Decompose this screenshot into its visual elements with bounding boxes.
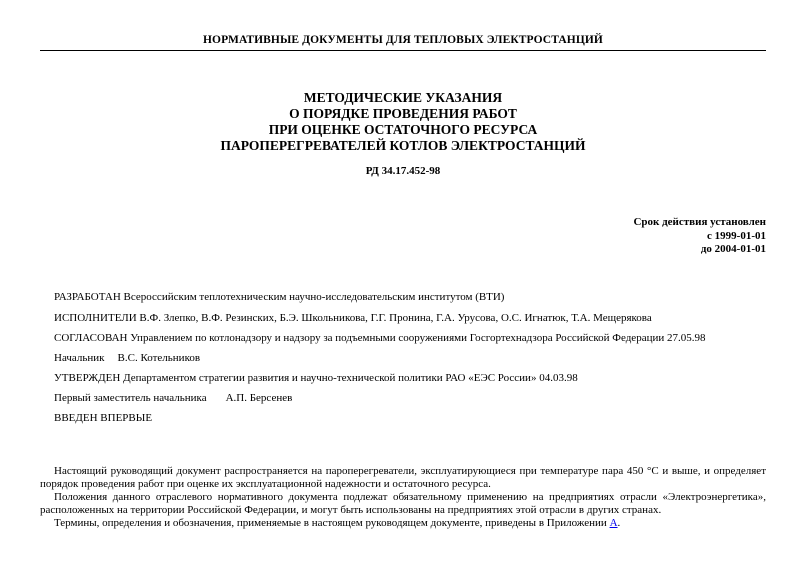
developed-line: РАЗРАБОТАН Всероссийским теплотехническим научно-исследовательским институтом (ВТИ) [54,291,505,303]
validity-block [633,216,766,257]
chief-title: Начальник [54,352,105,364]
paragraph-3 [40,517,766,530]
deputy-name: А.П. Берсенев [225,392,293,404]
header-divider [40,50,766,51]
paragraph-1: Настоящий руководящий документ распространяется на пароперегреватели, эксплуатирующиеся при температуре пара 450 °С и выше, и определяет порядок проведения работ при оценке их эксплуатационной надежности и остаточного ресурса. [40,465,766,490]
validity-to: до 2004-01-01 [700,243,766,255]
title-line-1: МЕТОДИЧЕСКИЕ УКАЗАНИЯ [303,90,503,105]
chief-line [54,352,200,364]
agreed-line: СОГЛАСОВАН Управлением по котлонадзору и надзору за подъемными сооружениями Госгортехнадзора Российской Федерации 27.05.98 [54,332,706,344]
document-body [40,465,766,530]
approved-line: УТВЕРЖДЕН Департаментом стратегии развития и научно-технической политики РАО «ЕЭС России» 04.03.98 [54,372,578,384]
paragraph-3-end: . [617,517,621,529]
title-line-4: ПАРОПЕРЕГРЕВАТЕЛЕЙ КОТЛОВ ЭЛЕКТРОСТАНЦИЙ [220,138,586,153]
executors-line: ИСПОЛНИТЕЛИ В.Ф. Злепко, В.Ф. Резинских, Б.Э. Школьникова, Г.Г. Пронина, Г.А. Урусова, О.С. Игнатюк, Т.А. Мещерякова [54,312,652,324]
title-line-2: О ПОРЯДКЕ ПРОВЕДЕНИЯ РАБОТ [289,106,517,121]
validity-label: Срок действия установлен [633,216,766,228]
introduced-line: ВВЕДЕН ВПЕРВЫЕ [54,412,153,424]
title-line-3: ПРИ ОЦЕНКЕ ОСТАТОЧНОГО РЕСУРСА [268,122,538,137]
paragraph-3-text: Термины, определения и обозначения, применяемые в настоящем руководящем документе, приведены в Приложении [54,517,610,529]
appendix-a-link[interactable]: А [609,517,618,529]
deputy-line [54,392,292,404]
document-title [40,90,766,154]
chief-name: В.С. Котельников [117,352,201,364]
deputy-title: Первый заместитель начальника [54,392,207,404]
paragraph-2: Положения данного отраслевого нормативного документа подлежат обязательному применению на предприятиях отрасли «Электроэнергетика», расположенных на территории Российской Федерации, и могут быть использованы на предприятиях этой отрасли в других странах. [40,491,766,516]
validity-from: с 1999-01-01 [707,229,766,242]
document-code: РД 34.17.452-98 [365,165,441,177]
document-header: НОРМАТИВНЫЕ ДОКУМЕНТЫ ДЛЯ ТЕПЛОВЫХ ЭЛЕКТРОСТАНЦИЙ [203,34,603,46]
